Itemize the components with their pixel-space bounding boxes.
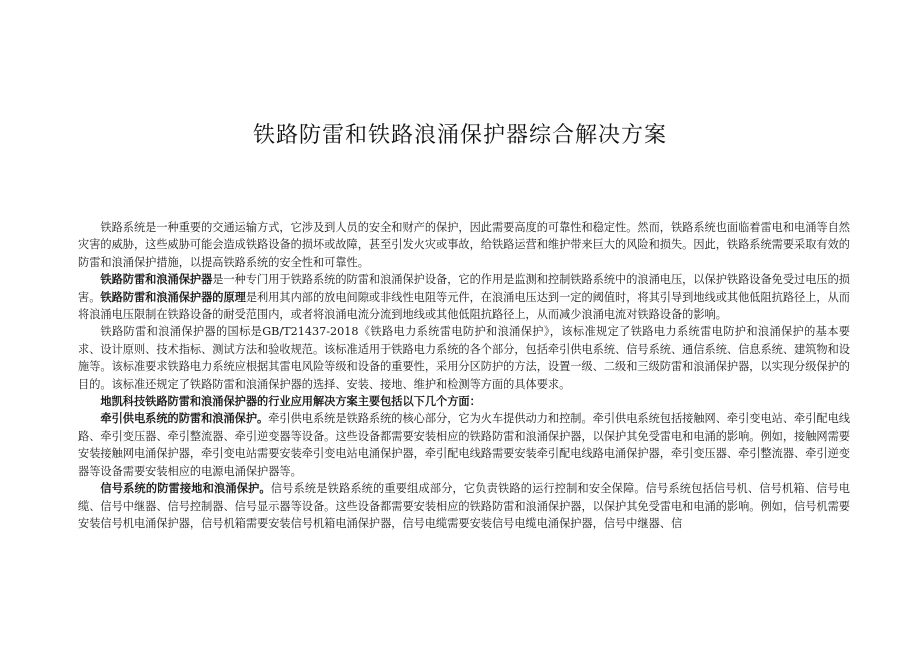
bold-text-run: 信号系统的防雷接地和浪涌保护。	[100, 481, 271, 496]
text-run: 是利用其内部的放电间隙或非线性电阻等元件，在浪涌电压达到一定的阈值时，将其引导到地线或其他低阻抗路径上，从而将浪涌电压限制在铁路设备的耐受范围内，或者将浪涌电流分流到地线或其他低阻抗路径上，从而减少浪涌电流对铁路设备的影响。	[78, 290, 850, 322]
document-title: 铁路防雷和铁路浪涌保护器综合解决方案	[252, 123, 667, 148]
text-run: 是一种专门用于铁路系统的防雷和浪涌保护设备，它的作用是监测和控制铁路系统中的浪涌电压，以保护铁路设备免受过电压的损害。	[78, 273, 850, 304]
bold-text-run: 地凯科技铁路防雷和浪涌保护器的行业应用解决方案主要包括以下几个方面：	[100, 394, 481, 409]
body-paragraph	[78, 271, 850, 323]
text-run: 牵引供电系统是铁路系统的核心部分，它为火车提供动力和控制。牵引供电系统包括接触网、牵引变电站、牵引配电线路、牵引变压器、牵引整流器、牵引逆变器等设备。这些设备都需要安装相应的铁路防雷和浪涌保护器，以保护其免受雷电和电涌的影响。例如，接触网需要安装接触网电涌保护器，牵引变电站需要安装牵引变电站电涌保护器，牵引配电线路需要安装牵引配电线路电涌保护器，牵引变压器、牵引整流器、牵引逆变器等设备需要安装相应的电源电涌保护器等。	[78, 412, 850, 478]
body-paragraph	[78, 393, 850, 410]
body-paragraph	[78, 323, 850, 393]
text-run: 信号系统是铁路系统的重要组成部分，它负责铁路的运行控制和安全保障。信号系统包括信号机、信号机箱、信号电缆、信号中继器、信号控制器、信号显示器等设备。这些设备都需要安装相应的铁路防雷和浪涌保护器，以保护其免受雷电和电涌的影响。例如，信号机需要安装信号机电涌保护器，信号机箱需要安装信号机箱电涌保护器，信号电缆需要安装信号电缆电涌保护器，信号中继器、信	[78, 482, 850, 530]
body-paragraph	[78, 480, 850, 532]
text-run: 铁路系统是一种重要的交通运输方式，它涉及到人员的安全和财产的保护，因此需要高度的可靠性和稳定性。然而，铁路系统也面临着雷电和电涌等自然灾害的威胁，这些威胁可能会造成铁路设备的损坏或故障，甚至引发火灾或事故，给铁路运营和维护带来巨大的风险和损失。因此，铁路系统需要采取有效的防雷和浪涌保护措施，以提高铁路系统的安全性和可靠性。	[78, 221, 850, 269]
bold-text-run: 牵引供电系统的防雷和浪涌保护。	[100, 411, 269, 426]
bold-text-run: 铁路防雷和浪涌保护器	[100, 272, 213, 287]
text-run: 铁路防雷和浪涌保护器的国标是GB/T21437-2018《铁路电力系统雷电防护和浪涌保护》，该标准规定了铁路电力系统雷电防护和浪涌保护的基本要求、设计原则、技术指标、测试方法和验收规范。该标准适用于铁路电力系统的各个部分，包括牵引供电系统、信号系统、通信系统、信息系统、建筑物和设施等。该标准要求铁路电力系统应根据其雷电风险等级和设备的重要性，采用分区防护的方法，设置一级、二级和三级防雷和浪涌保护器，以实现分级保护的目的。该标准还规定了铁路防雷和浪涌保护器的选择、安装、接地、维护和检测等方面的具体要求。	[78, 325, 850, 391]
body-paragraph	[78, 410, 850, 480]
bold-text-run: 铁路防雷和浪涌保护器的原理	[100, 289, 246, 304]
document-body	[78, 219, 850, 532]
body-paragraph	[78, 219, 850, 271]
